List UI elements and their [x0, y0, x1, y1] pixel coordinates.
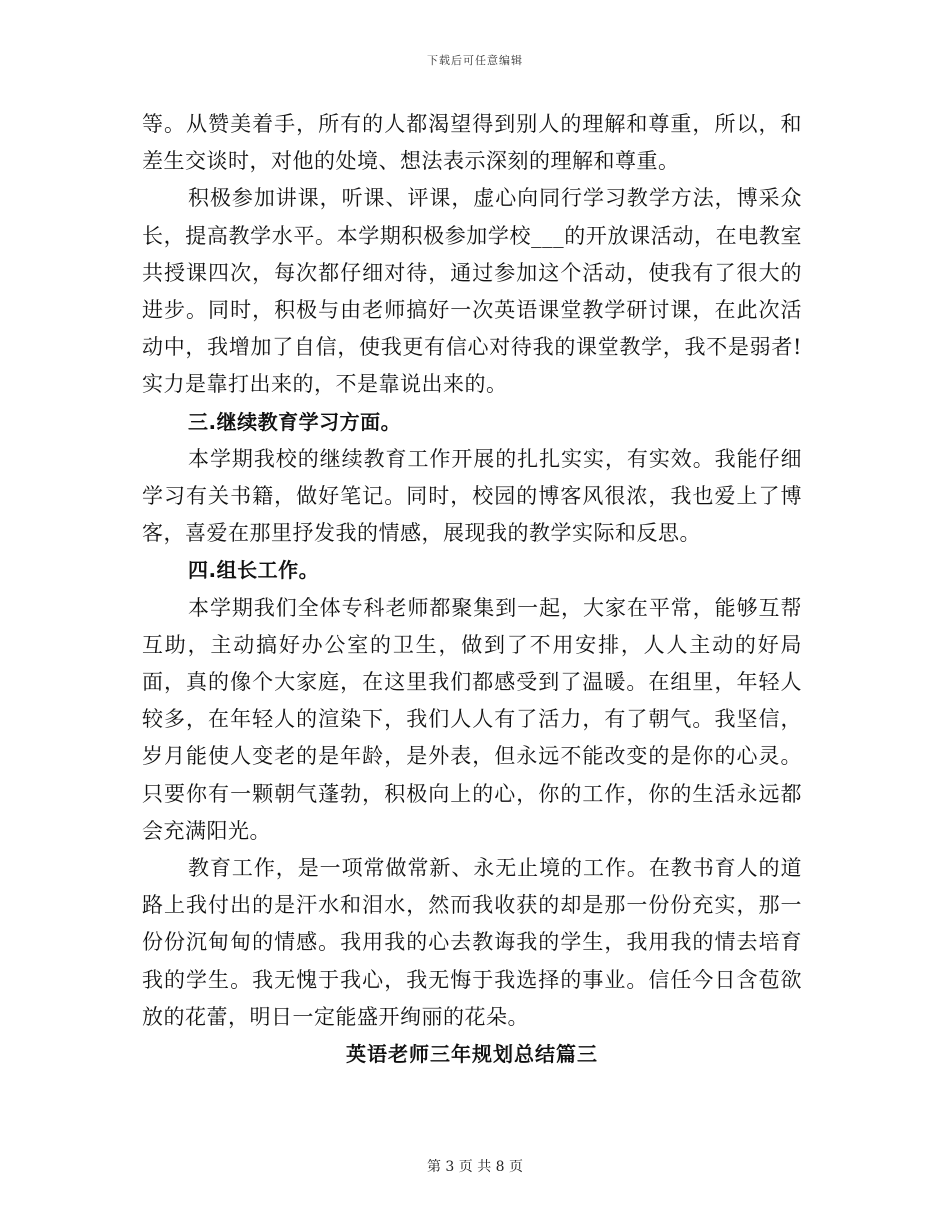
section-title: 英语老师三年规划总结篇三: [346, 1042, 598, 1067]
paragraph-group-leader: 本学期我们全体专科老师都聚集到一起，大家在平常，能够互帮互助，主动搞好办公室的卫生，做到了不用安排，人人主动的好局面，真的像个大家庭，在这里我们都感受到了温暖。在组里，年轻人较多，在年轻人的渲染下，我们人人有了活力，有了朝气。我坚信，岁月能使人变老的是年龄，是外表，但永远不能改变的是你的心灵。只要你有一颗朝气蓬勃，积极向上的心，你的工作，你的生活永远都会充满阳光。: [142, 595, 802, 843]
document-body: [142, 106, 802, 1073]
paragraph-continuation: 等。从赞美着手，所有的人都渴望得到别人的理解和尊重，所以，和差生交谈时，对他的处境、想法表示深刻的理解和尊重。: [142, 112, 802, 174]
subheading-continuing-education: 三.继续教育学习方面。: [188, 409, 402, 434]
paragraph-lecture-participation: 积极参加讲课，听课、评课，虚心向同行学习教学方法，博采众长，提高教学水平。本学期积极参加学校___的开放课活动，在电教室共授课四次，每次都仔细对待，通过参加这个活动，使我有了很大的进步。同时，积极与由老师搞好一次英语课堂教学研讨课，在此次活动中，我增加了自信，使我更有信心对待我的课堂教学，我不是弱者!实力是靠打出来的，不是靠说出来的。: [142, 186, 802, 397]
paragraph-continuing-education: 本学期我校的继续教育工作开展的扎扎实实，有实效。我能仔细学习有关书籍，做好笔记。同时，校园的博客风很浓，我也爱上了博客，喜爱在那里抒发我的情感，展现我的教学实际和反思。: [142, 446, 802, 546]
subheading-group-leader: 四.组长工作。: [188, 558, 320, 583]
paragraph-education-work: 教育工作，是一项常做常新、永无止境的工作。在教书育人的道路上我付出的是汗水和泪水，然而我收获的却是那一份份充实，那一份份沉甸甸的情感。我用我的心去教诲我的学生，我用我的情去培育我的学生。我无愧于我心，我无悔于我选择的事业。信任今日含苞欲放的花蕾，明日一定能盛开绚丽的花朵。: [142, 856, 802, 1029]
page-footer: 第 3 页 共 8 页: [426, 1159, 524, 1175]
page-header: 下载后可任意编辑: [427, 54, 523, 67]
